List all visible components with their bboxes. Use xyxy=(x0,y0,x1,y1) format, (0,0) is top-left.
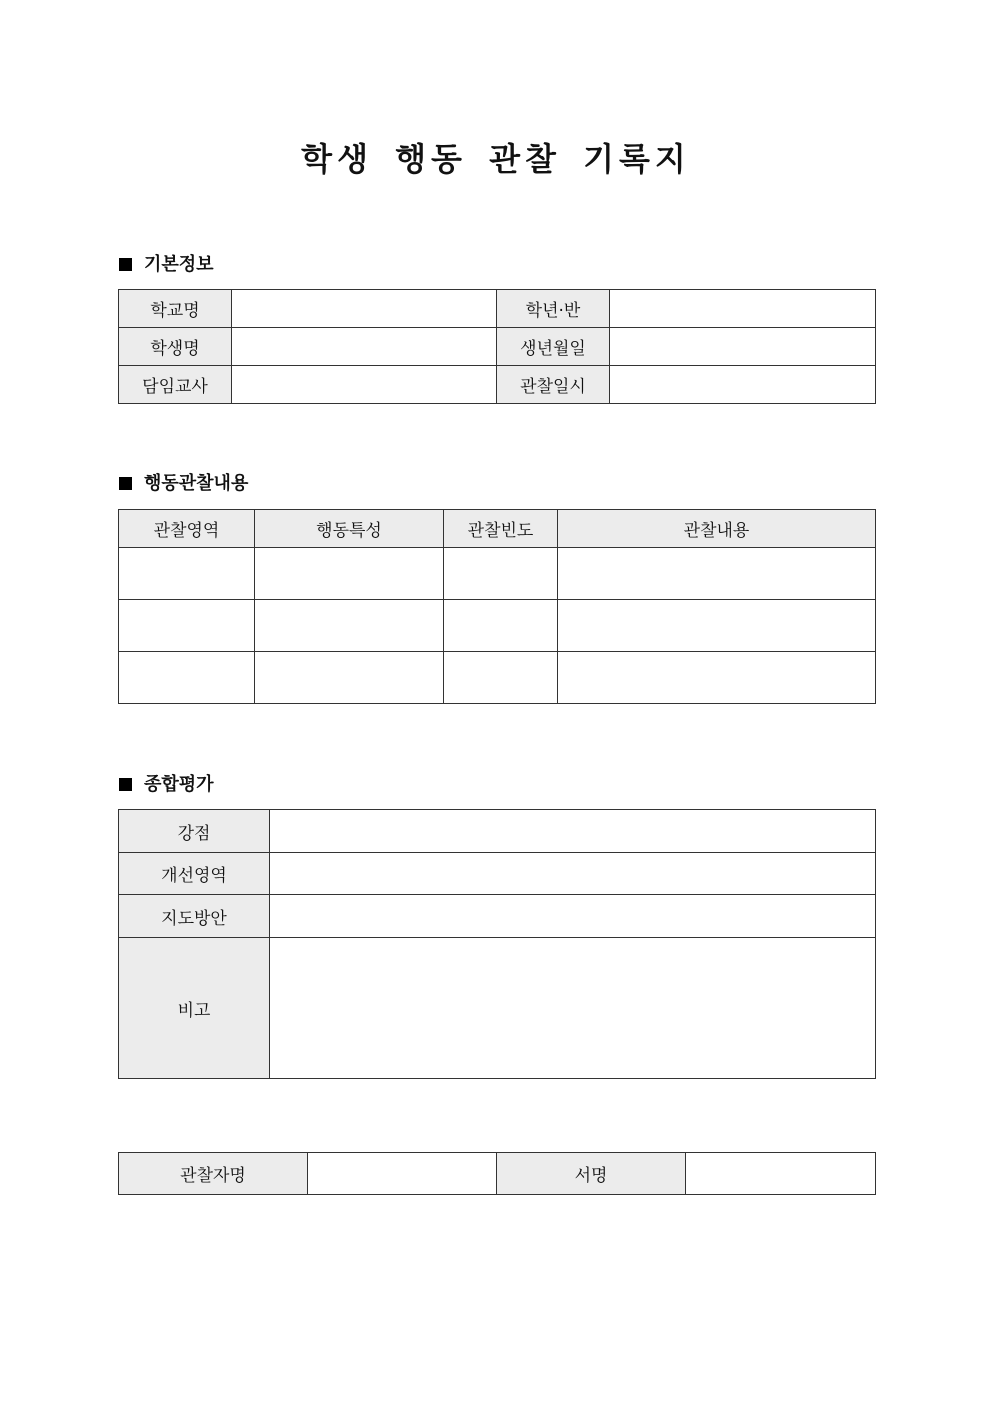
guidance-label: 지도방안 xyxy=(119,895,270,938)
observation-frequency-cell[interactable] xyxy=(444,600,558,652)
behavior-trait-cell[interactable] xyxy=(255,652,444,704)
observation-area-cell[interactable] xyxy=(119,548,255,600)
grade-class-label: 학년·반 xyxy=(497,290,610,328)
table-row xyxy=(119,652,876,704)
improvement-field[interactable] xyxy=(270,853,876,895)
observation-content-cell[interactable] xyxy=(558,652,876,704)
section-heading-behavior xyxy=(119,472,248,496)
section-heading-basic-info xyxy=(119,253,214,277)
homeroom-teacher-field[interactable] xyxy=(232,366,497,404)
strengths-field[interactable] xyxy=(270,810,876,853)
school-name-label: 학교명 xyxy=(119,290,232,328)
header-observation-frequency: 관찰빈도 xyxy=(444,510,558,548)
behavior-trait-cell[interactable] xyxy=(255,548,444,600)
section-behavior-label: 행동관찰내용 xyxy=(144,473,249,494)
header-observation-area: 관찰영역 xyxy=(119,510,255,548)
observation-area-cell[interactable] xyxy=(119,652,255,704)
observation-frequency-cell[interactable] xyxy=(444,652,558,704)
evaluation-table xyxy=(118,809,876,1079)
observation-content-cell[interactable] xyxy=(558,600,876,652)
header-observation-content: 관찰내용 xyxy=(558,510,876,548)
section-evaluation-label: 종합평가 xyxy=(144,774,214,795)
basic-info-table xyxy=(118,289,876,404)
header-behavior-trait: 행동특성 xyxy=(255,510,444,548)
homeroom-teacher-label: 담임교사 xyxy=(119,366,232,404)
behavior-table xyxy=(118,509,876,704)
observation-date-label: 관찰일시 xyxy=(497,366,610,404)
strengths-label: 강점 xyxy=(119,810,270,853)
observation-area-cell[interactable] xyxy=(119,600,255,652)
birth-date-field[interactable] xyxy=(610,328,876,366)
signature-table xyxy=(118,1152,876,1195)
observer-name-field[interactable] xyxy=(308,1153,497,1195)
observer-name-label: 관찰자명 xyxy=(119,1153,308,1195)
observation-date-field[interactable] xyxy=(610,366,876,404)
remarks-label: 비고 xyxy=(119,938,270,1079)
square-bullet-icon xyxy=(119,477,132,490)
signature-field[interactable] xyxy=(686,1153,876,1195)
observation-content-cell[interactable] xyxy=(558,548,876,600)
grade-class-field[interactable] xyxy=(610,290,876,328)
school-name-field[interactable] xyxy=(232,290,497,328)
square-bullet-icon xyxy=(119,778,132,791)
square-bullet-icon xyxy=(119,258,132,271)
student-name-field[interactable] xyxy=(232,328,497,366)
section-heading-evaluation xyxy=(119,773,214,797)
birth-date-label: 생년월일 xyxy=(497,328,610,366)
table-row xyxy=(119,600,876,652)
behavior-trait-cell[interactable] xyxy=(255,600,444,652)
student-name-label: 학생명 xyxy=(119,328,232,366)
page-title: 학생 행동 관찰 기록지 xyxy=(301,140,691,178)
signature-label: 서명 xyxy=(497,1153,686,1195)
guidance-field[interactable] xyxy=(270,895,876,938)
remarks-field[interactable] xyxy=(270,938,876,1079)
improvement-label: 개선영역 xyxy=(119,853,270,895)
section-basic-label: 기본정보 xyxy=(144,254,214,275)
table-row xyxy=(119,548,876,600)
observation-frequency-cell[interactable] xyxy=(444,548,558,600)
